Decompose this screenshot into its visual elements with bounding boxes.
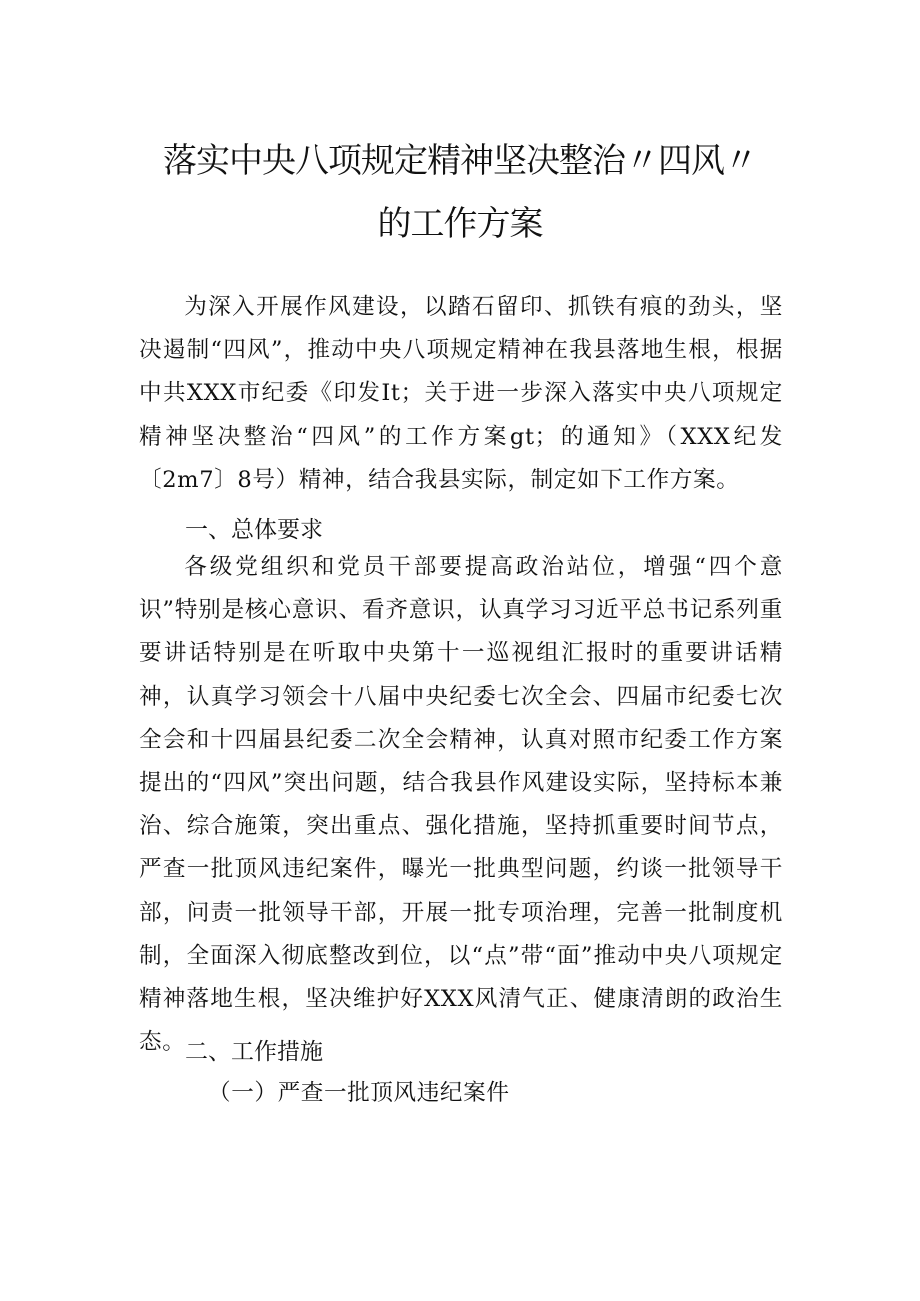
general-requirements-paragraph: 各级党组织和党员干部要提高政治站位，增强“四个意识”特别是核心意识、看齐意识，认真学习习近平总书记系列重要讲话特别是在听取中央第十一巡视组汇报时的重要讲话精神，认真学习领会十八届中央纪委七次全会、四届市纪委七次全会和十四届县纪委二次全会精神，认真对照市纪委工作方案提出的“四风”突出问题，结合我县作风建设实际，坚持标本兼治、综合施策，突出重点、强化措施，坚持抓重要时间节点，严查一批顶风违纪案件，曝光一批典型问题，约谈一批领导干部，问责一批领导干部，开展一批专项治理，完善一批制度机制，全面深入彻底整改到位，以“点”带“面”推动中央八项规定精神落地生根，坚决维护好XXX风清气正、健康清朗的政治生态。	[139, 554, 783, 1056]
section-heading-general-requirements: 一、总体要求	[185, 517, 323, 543]
document-title-line-2: 的工作方案	[377, 204, 543, 244]
intro-paragraph: 为深入开展作风建设，以踏石留印、抓铁有痕的劲头，坚决遏制“四风”，推动中央八项规定精神在我县落地生根，根据中共XXX市纪委《印发It；关于进一步深入落实中央八项规定精神坚决整治“四风”的工作方案gt；的通知》（XXX纪发〔2m7〕8号）精神，结合我县实际，制定如下工作方案。	[139, 294, 783, 493]
section-heading-work-measures: 二、工作措施	[185, 1039, 323, 1065]
subsection-heading-investigate-cases: （一）严查一批顶风违纪案件	[208, 1080, 510, 1106]
document-title-line-1: 落实中央八项规定精神坚决整治〃四风〃	[163, 141, 757, 181]
